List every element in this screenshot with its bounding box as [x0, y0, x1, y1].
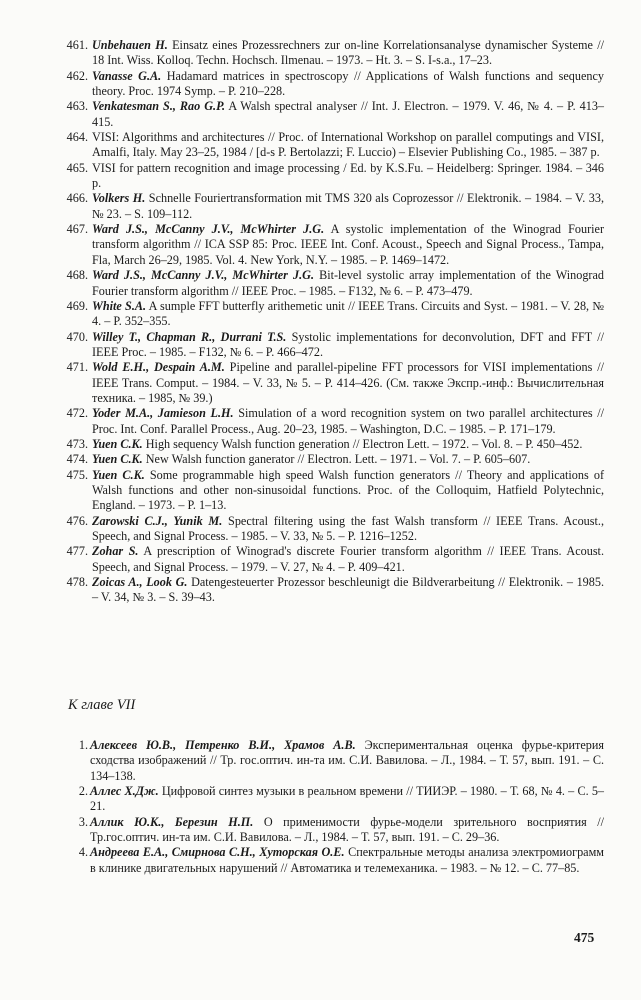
reference-item — [58, 815, 604, 846]
reference-text: Экспериментальная оценка фурье-критерия сходства изображений // Тр. гос.оптич. ин-та им. С.И. Вавилова. – Л., 1984. – Т. 57, вып. 191. – С. 134–138. — [90, 738, 605, 783]
reference-number: 470. — [66, 329, 88, 344]
section-reference-list — [58, 738, 604, 876]
reference-number: 3. — [78, 814, 88, 829]
reference-text: Systolic implementations for deconvolution, DFT and FFT // IEEE Proc. – 1985. – F132, № 6. – P. 466–472. — [92, 329, 605, 359]
reference-text: Bit-level systolic array implementation of the Winograd Fourier transform algorithm // IEEE Proc. – 1985. – F132, № 6. – P. 473–479. — [92, 268, 604, 298]
reference-item — [58, 845, 604, 876]
reference-author: Аллик Ю.К., Березин Н.П. — [90, 814, 254, 829]
reference-text: Hadamard matrices in spectroscopy // Applications of Walsh functions and sequency theory. Proc. 1974 Symp. – P. 210–228. — [92, 68, 605, 99]
reference-number: 464. — [66, 130, 88, 145]
reference-author: Unbehauen H. — [92, 38, 168, 52]
reference-number: 473. — [66, 436, 88, 451]
reference-text: Цифровой синтез музыки в реальном времени // ТИИЭР. – 1980. – Т. 68, № 4. – С. 5–21. — [90, 784, 605, 814]
reference-item — [58, 360, 604, 406]
reference-author: Yuen C.K. — [92, 436, 143, 451]
reference-author: Yuen C.K. — [92, 467, 145, 482]
reference-author: White S.A. — [92, 298, 147, 313]
reference-item — [58, 222, 604, 268]
reference-item — [58, 268, 604, 299]
page-number: 475 — [574, 930, 595, 945]
reference-item — [58, 330, 604, 361]
reference-author: Андреева Е.А., Смирнова С.Н., Хуторская О.Е. — [90, 845, 345, 860]
reference-item — [58, 468, 604, 514]
reference-author: Yuen C.K. — [92, 452, 143, 467]
reference-text: О применимости фурье-модели зрительного восприятия // Тр.гос.оптич. ин-та им. С.И. Вавилова. – Л., 1984. – Т. 57, вып. 191. – С. 29–36. — [90, 814, 605, 845]
reference-number: 477. — [66, 544, 88, 559]
reference-text: A prescription of Winograd's discrete Fourier transform algorithm // IEEE Trans. Acoust. Speech, and Signal Process. – 1979. – V. 27, № 4. – P. 409–421. — [92, 544, 604, 574]
reference-item — [58, 452, 604, 467]
reference-item — [58, 99, 604, 130]
reference-author: Wold E.H., Despain A.M. — [92, 360, 225, 375]
reference-text: Schnelle Fouriertransformation mit TMS 320 als Coprozessor // Elektronik. – 1984. – V. 33, № 23. – S. 109–112. — [92, 191, 604, 221]
reference-number: 474. — [66, 452, 88, 467]
reference-number: 468. — [66, 268, 88, 283]
reference-number: 465. — [66, 160, 88, 175]
reference-text: VISI for pattern recognition and image processing / Ed. by K.S.Fu. – Heidelberg: Springer. 1984. – 346 p. — [92, 160, 604, 191]
reference-number: 463. — [66, 99, 88, 114]
reference-author: Vanasse G.A. — [92, 68, 162, 83]
reference-author: Willey T., Chapman R., Durrani T.S. — [92, 329, 287, 344]
reference-text: A sumple FFT butterfly arithemetic unit // IEEE Trans. Circuits and Syst. – 1981. – V. 28, № 4. – P. 352–355. — [92, 298, 604, 329]
reference-item — [58, 191, 604, 222]
reference-number: 475. — [66, 467, 88, 482]
reference-number: 471. — [66, 360, 88, 375]
reference-item — [58, 575, 604, 606]
reference-number: 466. — [66, 191, 88, 206]
reference-number: 467. — [66, 222, 88, 237]
reference-text: Спектральные методы анализа электромиограмм в клинике двигательных нарушений // Автоматика и телемеханика. – 1983. – № 12. – С. 77–85. — [90, 845, 604, 875]
reference-text: A Walsh spectral analyser // Int. J. Electron. – 1979. V. 46, № 4. – P. 413–415. — [92, 99, 605, 129]
reference-item — [58, 738, 604, 784]
reference-author: Ward J.S., McCanny J.V., McWhirter J.G. — [92, 222, 325, 237]
reference-text: Some programmable high speed Walsh function generators // Theory and applications of Walsh functions and other non-sinusoidal functions. Proc. of the Colloquim, Hatfield Polytechnic, England. – 1973. – P. 1–13. — [92, 467, 605, 513]
reference-number: 461. — [66, 38, 88, 52]
reference-item — [58, 38, 604, 69]
reference-number: 1. — [78, 738, 88, 752]
reference-item — [58, 161, 604, 192]
reference-author: Venkatesman S., Rao G.P. — [92, 99, 226, 114]
reference-text: Spectral filtering using the fast Walsh transform // IEEE Trans. Acoust., Speech, and Signal Process. – 1985. – V. 33, № 5. – P. 1216–1252. — [92, 513, 604, 543]
reference-number: 476. — [66, 513, 88, 528]
reference-author: Zoicas A., Look G. — [92, 575, 188, 590]
reference-author: Ward J.S., McCanny J.V., McWhirter J.G. — [92, 268, 314, 283]
reference-item — [58, 299, 604, 330]
reference-text: Simulation of a word recognition system on two parallel architectures // Proc. Int. Conf. Parallel Process., Aug. 20–23, 1985. – Washington, D.C. – 1985. – P. 171–179. — [92, 406, 605, 436]
reference-item — [58, 514, 604, 545]
reference-item — [58, 130, 604, 161]
reference-text: New Walsh function ganerator // Electron. Lett. – 1971. – Vol. 7. – P. 605–607. — [145, 452, 531, 467]
reference-author: Volkers H. — [92, 191, 146, 206]
reference-item — [58, 544, 604, 575]
reference-number: 2. — [78, 784, 88, 799]
reference-number: 469. — [66, 298, 88, 313]
reference-text: Pipeline and parallel-pipeline FFT processors for VISI implementations // IEEE Trans. Comput. – 1984. – V. 33, № 5. – P. 414–426. (См. также Экспр.-инф.: Вычислительная техника. – 1985, № 39.) — [92, 360, 604, 405]
reference-author: Алексеев Ю.В., Петренко В.И., Храмов А.В. — [90, 738, 356, 752]
reference-text: Einsatz eines Prozessrechners zur on-line Korrelationsanalyse dynamischer Systeme // 18 Int. Wiss. Kolloq. Techn. Hochsch. Ilmenau. – 1973. – Ht. 3. – S. I-s.a., 17–23. — [92, 38, 604, 68]
reference-author: Zarowski C.J., Yunik M. — [92, 513, 223, 528]
reference-text: High sequency Walsh function generation // Electron Lett. – 1972. – Vol. 8. – P. 450–452. — [145, 436, 583, 451]
reference-text: VISI: Algorithms and architectures // Proc. of International Workshop on parallel computings and VISI, Amalfi, Italy. May 23–25, 1984 / [d-s P. Bertolazzi; F. Luccio) – Elsevier Publishing Co., 1985. – 387 p. — [92, 130, 604, 160]
reference-number: 478. — [66, 575, 88, 590]
reference-author: Аллес Х.Дж. — [90, 784, 159, 799]
reference-item — [58, 437, 604, 452]
section-heading: К главе VII — [68, 697, 136, 713]
reference-number: 4. — [78, 845, 88, 860]
reference-author: Zohar S. — [92, 544, 139, 559]
reference-list — [58, 38, 604, 606]
reference-author: Yoder M.A., Jamieson L.H. — [92, 406, 234, 421]
reference-text: Datengesteuerter Prozessor beschleunigt die Bildverarbeitung // Elektronik. – 1985. – V. 34, № 3. – S. 39–43. — [92, 575, 604, 605]
reference-number: 472. — [66, 406, 88, 421]
reference-text: A systolic implementation of the Winograd Fourier transform algorithm // ICA SSP 85: Proc. IEEE Int. Conf. Acoust., Speech and Signal Process., Tampa, Fla, March 26–29, 1985. Vol. 4. New York, N.Y. – 1985. – P. 1469–1472. — [92, 222, 605, 267]
reference-item — [58, 69, 604, 100]
reference-item — [58, 406, 604, 437]
reference-number: 462. — [66, 68, 88, 83]
reference-item — [58, 784, 604, 815]
